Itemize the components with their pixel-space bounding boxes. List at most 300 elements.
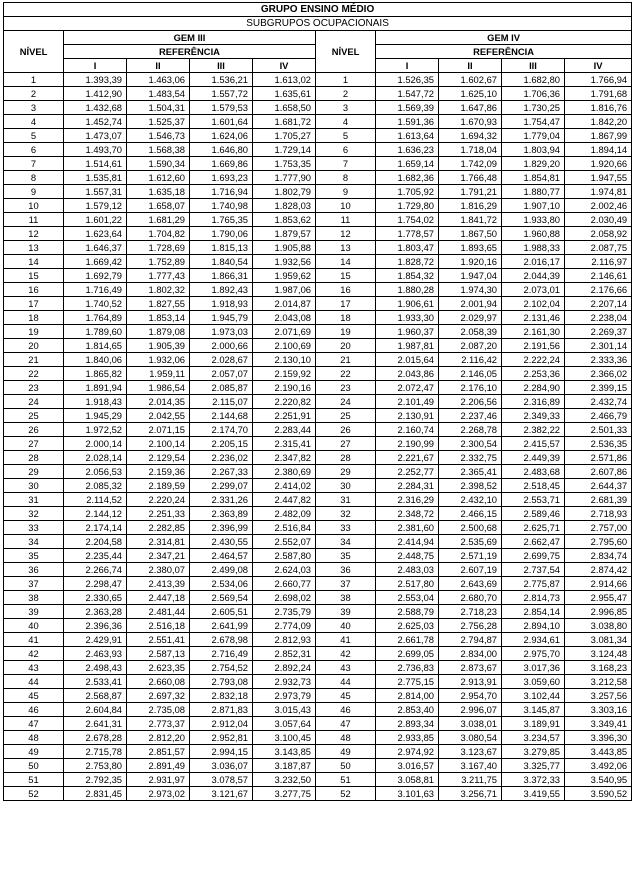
nivel-cell: 41 [316,633,376,647]
value-cell: 2.812,93 [253,633,316,647]
value-cell: 2.347,21 [127,549,190,563]
value-cell: 2.447,18 [127,591,190,605]
value-cell: 2.160,74 [376,423,439,437]
value-cell: 2.085,32 [64,479,127,493]
value-cell: 2.269,37 [565,325,632,339]
nivel-cell: 20 [316,339,376,353]
nivel-cell: 27 [316,437,376,451]
value-cell: 1.918,43 [64,395,127,409]
value-cell: 2.718,93 [565,507,632,521]
value-cell: 3.168,23 [565,661,632,675]
value-cell: 1.791,68 [565,87,632,101]
value-cell: 1.789,60 [64,325,127,339]
table-row [4,367,632,381]
value-cell: 3.081,34 [565,633,632,647]
nivel-cell: 28 [316,451,376,465]
nivel-cell: 24 [4,395,64,409]
value-cell: 2.814,73 [502,591,565,605]
value-cell: 2.432,10 [439,493,502,507]
value-cell: 1.974,81 [565,185,632,199]
nivel-cell: 46 [4,703,64,717]
value-cell: 2.058,39 [439,325,502,339]
value-cell: 1.854,32 [376,269,439,283]
value-cell: 3.121,67 [190,787,253,801]
nivel-cell: 33 [4,521,64,535]
value-cell: 2.253,36 [502,367,565,381]
value-cell: 1.613,64 [376,129,439,143]
nivel-cell: 40 [316,619,376,633]
value-cell: 1.920,66 [565,157,632,171]
value-cell: 1.947,04 [439,269,502,283]
value-cell: 2.644,37 [565,479,632,493]
value-cell: 2.030,49 [565,213,632,227]
value-cell: 2.363,28 [64,605,127,619]
value-cell: 1.493,70 [64,143,127,157]
value-cell: 1.483,54 [127,87,190,101]
value-cell: 1.646,80 [190,143,253,157]
value-cell: 1.932,56 [253,255,316,269]
value-cell: 2.553,71 [502,493,565,507]
value-cell: 2.174,14 [64,521,127,535]
value-cell: 3.167,40 [439,759,502,773]
value-cell: 2.015,64 [376,353,439,367]
table-row [4,297,632,311]
value-cell: 3.059,60 [502,675,565,689]
value-cell: 2.191,56 [502,339,565,353]
value-cell: 2.834,74 [565,549,632,563]
value-cell: 2.775,87 [502,577,565,591]
value-cell: 2.737,54 [502,563,565,577]
value-cell: 2.415,57 [502,437,565,451]
nivel-cell: 1 [316,73,376,87]
value-cell: 1.777,43 [127,269,190,283]
value-cell: 2.814,00 [376,689,439,703]
value-cell: 2.832,18 [190,689,253,703]
nivel-cell: 43 [316,661,376,675]
value-cell: 2.131,46 [502,311,565,325]
value-cell: 2.914,66 [565,577,632,591]
value-cell: 2.716,49 [190,647,253,661]
value-cell: 2.130,91 [376,409,439,423]
value-cell: 2.831,45 [64,787,127,801]
value-cell: 2.535,69 [439,535,502,549]
value-cell: 2.482,09 [253,507,316,521]
value-cell: 2.116,97 [565,255,632,269]
value-cell: 2.795,60 [565,535,632,549]
nivel-cell: 47 [4,717,64,731]
value-cell: 1.973,03 [190,325,253,339]
value-cell: 2.058,92 [565,227,632,241]
table-row [4,129,632,143]
nivel-cell: 9 [4,185,64,199]
value-cell: 2.533,41 [64,675,127,689]
value-cell: 2.873,67 [439,661,502,675]
value-cell: 2.331,26 [190,493,253,507]
value-cell: 3.256,71 [439,787,502,801]
table-title: GRUPO ENSINO MÉDIO [4,3,632,17]
nivel-cell: 6 [4,143,64,157]
value-cell: 2.251,91 [253,409,316,423]
value-cell: 2.252,77 [376,465,439,479]
table-row [4,227,632,241]
value-cell: 2.130,10 [253,353,316,367]
value-cell: 2.913,91 [439,675,502,689]
value-cell: 1.681,72 [253,115,316,129]
gem-iv-header: GEM IV [376,31,632,45]
value-cell: 2.044,39 [502,269,565,283]
value-cell: 2.464,57 [190,549,253,563]
value-cell: 3.590,52 [565,787,632,801]
value-cell: 2.974,92 [376,745,439,759]
value-cell: 2.481,44 [127,605,190,619]
nivel-cell: 30 [316,479,376,493]
value-cell: 1.894,14 [565,143,632,157]
nivel-cell: 51 [4,773,64,787]
value-cell: 2.144,12 [64,507,127,521]
value-cell: 2.014,35 [127,395,190,409]
value-cell: 2.662,47 [502,535,565,549]
value-cell: 2.330,65 [64,591,127,605]
value-cell: 2.773,37 [127,717,190,731]
value-cell: 2.774,09 [253,619,316,633]
table-row [4,465,632,479]
value-cell: 2.932,73 [253,675,316,689]
col-header-gem-iii-ii: II [127,59,190,73]
value-cell: 1.452,74 [64,115,127,129]
value-cell: 2.587,13 [127,647,190,661]
value-cell: 2.043,86 [376,367,439,381]
value-cell: 2.698,02 [253,591,316,605]
nivel-cell: 12 [4,227,64,241]
value-cell: 2.587,80 [253,549,316,563]
value-cell: 2.534,06 [190,577,253,591]
table-row [4,703,632,717]
nivel-cell: 8 [316,171,376,185]
value-cell: 1.816,76 [565,101,632,115]
table-row [4,311,632,325]
nivel-cell: 35 [316,549,376,563]
nivel-cell: 31 [316,493,376,507]
value-cell: 2.085,87 [190,381,253,395]
nivel-cell: 23 [316,381,376,395]
value-cell: 2.220,24 [127,493,190,507]
value-cell: 1.959,11 [127,367,190,381]
nivel-cell: 29 [4,465,64,479]
table-row [4,269,632,283]
value-cell: 2.571,19 [439,549,502,563]
value-cell: 2.624,03 [253,563,316,577]
value-cell: 1.907,10 [502,199,565,213]
table-row [4,479,632,493]
value-cell: 2.699,75 [502,549,565,563]
nivel-cell: 49 [316,745,376,759]
value-cell: 1.764,89 [64,311,127,325]
nivel-cell: 23 [4,381,64,395]
value-cell: 2.643,69 [439,577,502,591]
value-cell: 2.516,18 [127,619,190,633]
value-cell: 2.697,32 [127,689,190,703]
value-cell: 2.625,71 [502,521,565,535]
value-cell: 2.893,34 [376,717,439,731]
nivel-cell: 41 [4,633,64,647]
value-cell: 2.571,86 [565,451,632,465]
value-cell: 1.535,81 [64,171,127,185]
table-row [4,563,632,577]
value-cell: 1.658,07 [127,199,190,213]
table-row [4,535,632,549]
value-cell: 2.348,72 [376,507,439,521]
value-cell: 2.028,67 [190,353,253,367]
value-cell: 1.718,04 [439,143,502,157]
value-cell: 1.766,48 [439,171,502,185]
value-cell: 2.129,54 [127,451,190,465]
value-cell: 2.912,04 [190,717,253,731]
value-cell: 2.449,39 [502,451,565,465]
value-cell: 2.952,81 [190,731,253,745]
value-cell: 1.591,36 [376,115,439,129]
table-row [4,493,632,507]
value-cell: 1.525,37 [127,115,190,129]
table-row [4,409,632,423]
value-cell: 2.396,36 [64,619,127,633]
value-cell: 2.001,94 [439,297,502,311]
table-row [4,577,632,591]
value-cell: 3.015,43 [253,703,316,717]
nivel-cell: 39 [316,605,376,619]
value-cell: 3.017,36 [502,661,565,675]
value-cell: 1.802,79 [253,185,316,199]
nivel-cell: 34 [4,535,64,549]
value-cell: 1.960,37 [376,325,439,339]
value-cell: 2.349,33 [502,409,565,423]
value-cell: 1.893,65 [439,241,502,255]
referencia-header-left: REFERÊNCIA [64,45,316,59]
value-cell: 2.221,67 [376,451,439,465]
value-cell: 3.396,30 [565,731,632,745]
value-cell: 1.853,62 [253,213,316,227]
value-cell: 2.892,24 [253,661,316,675]
nivel-cell: 45 [4,689,64,703]
nivel-header-left: NÍVEL [4,31,64,73]
value-cell: 2.605,51 [190,605,253,619]
value-cell: 3.143,85 [253,745,316,759]
value-cell: 2.736,83 [376,661,439,675]
value-cell: 2.176,66 [565,283,632,297]
value-cell: 2.016,17 [502,255,565,269]
value-cell: 2.414,02 [253,479,316,493]
col-header-gem-iii-iv: IV [253,59,316,73]
value-cell: 3.277,75 [253,787,316,801]
table-row [4,787,632,801]
value-cell: 1.777,90 [253,171,316,185]
table-row [4,689,632,703]
nivel-cell: 51 [316,773,376,787]
nivel-cell: 32 [4,507,64,521]
nivel-cell: 5 [316,129,376,143]
nivel-cell: 52 [4,787,64,801]
value-cell: 1.658,50 [253,101,316,115]
nivel-cell: 24 [316,395,376,409]
value-cell: 2.756,28 [439,619,502,633]
value-cell: 2.087,75 [565,241,632,255]
value-cell: 1.536,21 [190,73,253,87]
value-cell: 1.740,98 [190,199,253,213]
value-cell: 1.945,29 [64,409,127,423]
value-cell: 1.635,61 [253,87,316,101]
value-cell: 2.498,43 [64,661,127,675]
value-cell: 1.986,54 [127,381,190,395]
value-cell: 2.267,33 [190,465,253,479]
value-cell: 1.636,23 [376,143,439,157]
value-cell: 2.413,39 [127,577,190,591]
value-cell: 3.101,63 [376,787,439,801]
value-cell: 2.114,52 [64,493,127,507]
value-cell: 1.879,08 [127,325,190,339]
value-cell: 3.349,41 [565,717,632,731]
value-cell: 2.042,55 [127,409,190,423]
value-cell: 2.238,04 [565,311,632,325]
value-cell: 1.635,18 [127,185,190,199]
nivel-cell: 9 [316,185,376,199]
value-cell: 1.840,06 [64,353,127,367]
nivel-cell: 4 [4,115,64,129]
value-cell: 2.014,87 [253,297,316,311]
value-cell: 1.880,28 [376,283,439,297]
value-cell: 3.145,87 [502,703,565,717]
value-cell: 2.568,87 [64,689,127,703]
table-row [4,773,632,787]
value-cell: 1.802,32 [127,283,190,297]
nivel-cell: 25 [316,409,376,423]
value-cell: 1.815,13 [190,241,253,255]
value-cell: 1.647,86 [439,101,502,115]
table-row [4,241,632,255]
nivel-cell: 50 [316,759,376,773]
value-cell: 1.972,52 [64,423,127,437]
nivel-cell: 49 [4,745,64,759]
value-cell: 2.144,68 [190,409,253,423]
value-cell: 2.365,41 [439,465,502,479]
value-cell: 2.775,15 [376,675,439,689]
nivel-cell: 34 [316,535,376,549]
nivel-cell: 38 [4,591,64,605]
table-row [4,339,632,353]
value-cell: 2.206,56 [439,395,502,409]
nivel-cell: 25 [4,409,64,423]
nivel-cell: 15 [4,269,64,283]
nivel-cell: 32 [316,507,376,521]
value-cell: 2.955,47 [565,591,632,605]
nivel-cell: 16 [316,283,376,297]
value-cell: 1.602,67 [439,73,502,87]
value-cell: 2.029,97 [439,311,502,325]
value-cell: 2.641,99 [190,619,253,633]
value-cell: 1.790,06 [190,227,253,241]
value-cell: 1.754,47 [502,115,565,129]
nivel-cell: 17 [4,297,64,311]
nivel-cell: 36 [316,563,376,577]
table-row [4,115,632,129]
value-cell: 2.754,52 [190,661,253,675]
value-cell: 2.204,58 [64,535,127,549]
table-row [4,647,632,661]
value-cell: 2.681,39 [565,493,632,507]
value-cell: 1.682,36 [376,171,439,185]
value-cell: 3.372,33 [502,773,565,787]
table-row [4,619,632,633]
table-row [4,73,632,87]
nivel-cell: 17 [316,297,376,311]
value-cell: 2.551,41 [127,633,190,647]
value-cell: 1.880,77 [502,185,565,199]
table-row [4,199,632,213]
nivel-cell: 18 [316,311,376,325]
nivel-cell: 7 [316,157,376,171]
value-cell: 2.680,70 [439,591,502,605]
table-row [4,101,632,115]
table-row [4,213,632,227]
value-cell: 1.473,07 [64,129,127,143]
value-cell: 2.934,61 [502,633,565,647]
value-cell: 2.973,02 [127,787,190,801]
nivel-cell: 19 [316,325,376,339]
value-cell: 2.552,07 [253,535,316,549]
col-header-gem-iv-i: I [376,59,439,73]
value-cell: 2.463,93 [64,647,127,661]
value-cell: 1.601,64 [190,115,253,129]
nivel-cell: 8 [4,171,64,185]
value-cell: 3.036,07 [190,759,253,773]
nivel-cell: 2 [4,87,64,101]
value-cell: 2.028,14 [64,451,127,465]
value-cell: 3.100,45 [253,731,316,745]
value-cell: 2.100,69 [253,339,316,353]
nivel-cell: 48 [4,731,64,745]
value-cell: 2.994,15 [190,745,253,759]
value-cell: 2.220,82 [253,395,316,409]
table-row [4,731,632,745]
value-cell: 2.735,08 [127,703,190,717]
value-cell: 3.443,85 [565,745,632,759]
value-cell: 1.569,39 [376,101,439,115]
value-cell: 2.072,47 [376,381,439,395]
table-row [4,185,632,199]
value-cell: 1.705,27 [253,129,316,143]
value-cell: 2.071,69 [253,325,316,339]
nivel-cell: 19 [4,325,64,339]
value-cell: 3.124,48 [565,647,632,661]
value-cell: 2.380,69 [253,465,316,479]
value-cell: 2.332,75 [439,451,502,465]
value-cell: 1.623,64 [64,227,127,241]
value-cell: 1.729,14 [253,143,316,157]
value-cell: 1.716,49 [64,283,127,297]
value-cell: 1.728,69 [127,241,190,255]
value-cell: 1.974,30 [439,283,502,297]
nivel-cell: 28 [4,451,64,465]
value-cell: 1.947,55 [565,171,632,185]
value-cell: 3.058,81 [376,773,439,787]
value-cell: 1.613,02 [253,73,316,87]
value-cell: 1.906,61 [376,297,439,311]
nivel-cell: 22 [4,367,64,381]
nivel-cell: 10 [4,199,64,213]
nivel-cell: 27 [4,437,64,451]
value-cell: 1.920,16 [439,255,502,269]
value-cell: 2.283,44 [253,423,316,437]
table-row [4,395,632,409]
nivel-cell: 21 [4,353,64,367]
